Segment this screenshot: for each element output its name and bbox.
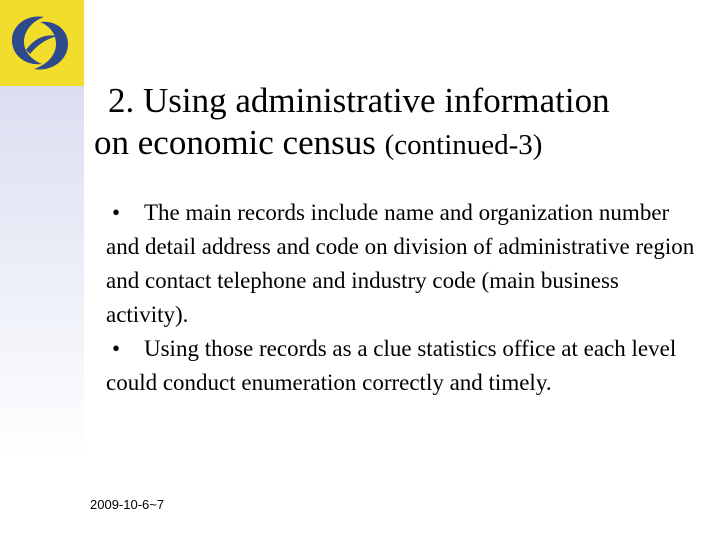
bullet-item	[106, 332, 706, 400]
logo-panel	[0, 0, 84, 86]
organization-logo-icon	[6, 10, 76, 76]
bullet-text: The main records include name and organization number and detail address and code on division of administrative region and contact telephone and industry code (main business activity).	[106, 200, 695, 327]
slide-body	[106, 196, 706, 400]
slide-title-line-2-main: on economic census	[94, 123, 385, 162]
bullet-marker: •	[112, 336, 121, 361]
slide-title-line-1: 2. Using administrative information	[108, 81, 610, 120]
slide-title	[94, 80, 704, 164]
footer-date: 2009-10-6~7	[90, 497, 165, 512]
bullet-item	[106, 196, 706, 332]
bullet-marker: •	[112, 200, 121, 225]
slide-title-continued: (continued-3)	[384, 129, 543, 161]
slide-title-line-2	[94, 122, 704, 164]
bullet-text: Using those records as a clue statistics office at each level could conduct enumeration correctly and timely.	[106, 336, 677, 395]
